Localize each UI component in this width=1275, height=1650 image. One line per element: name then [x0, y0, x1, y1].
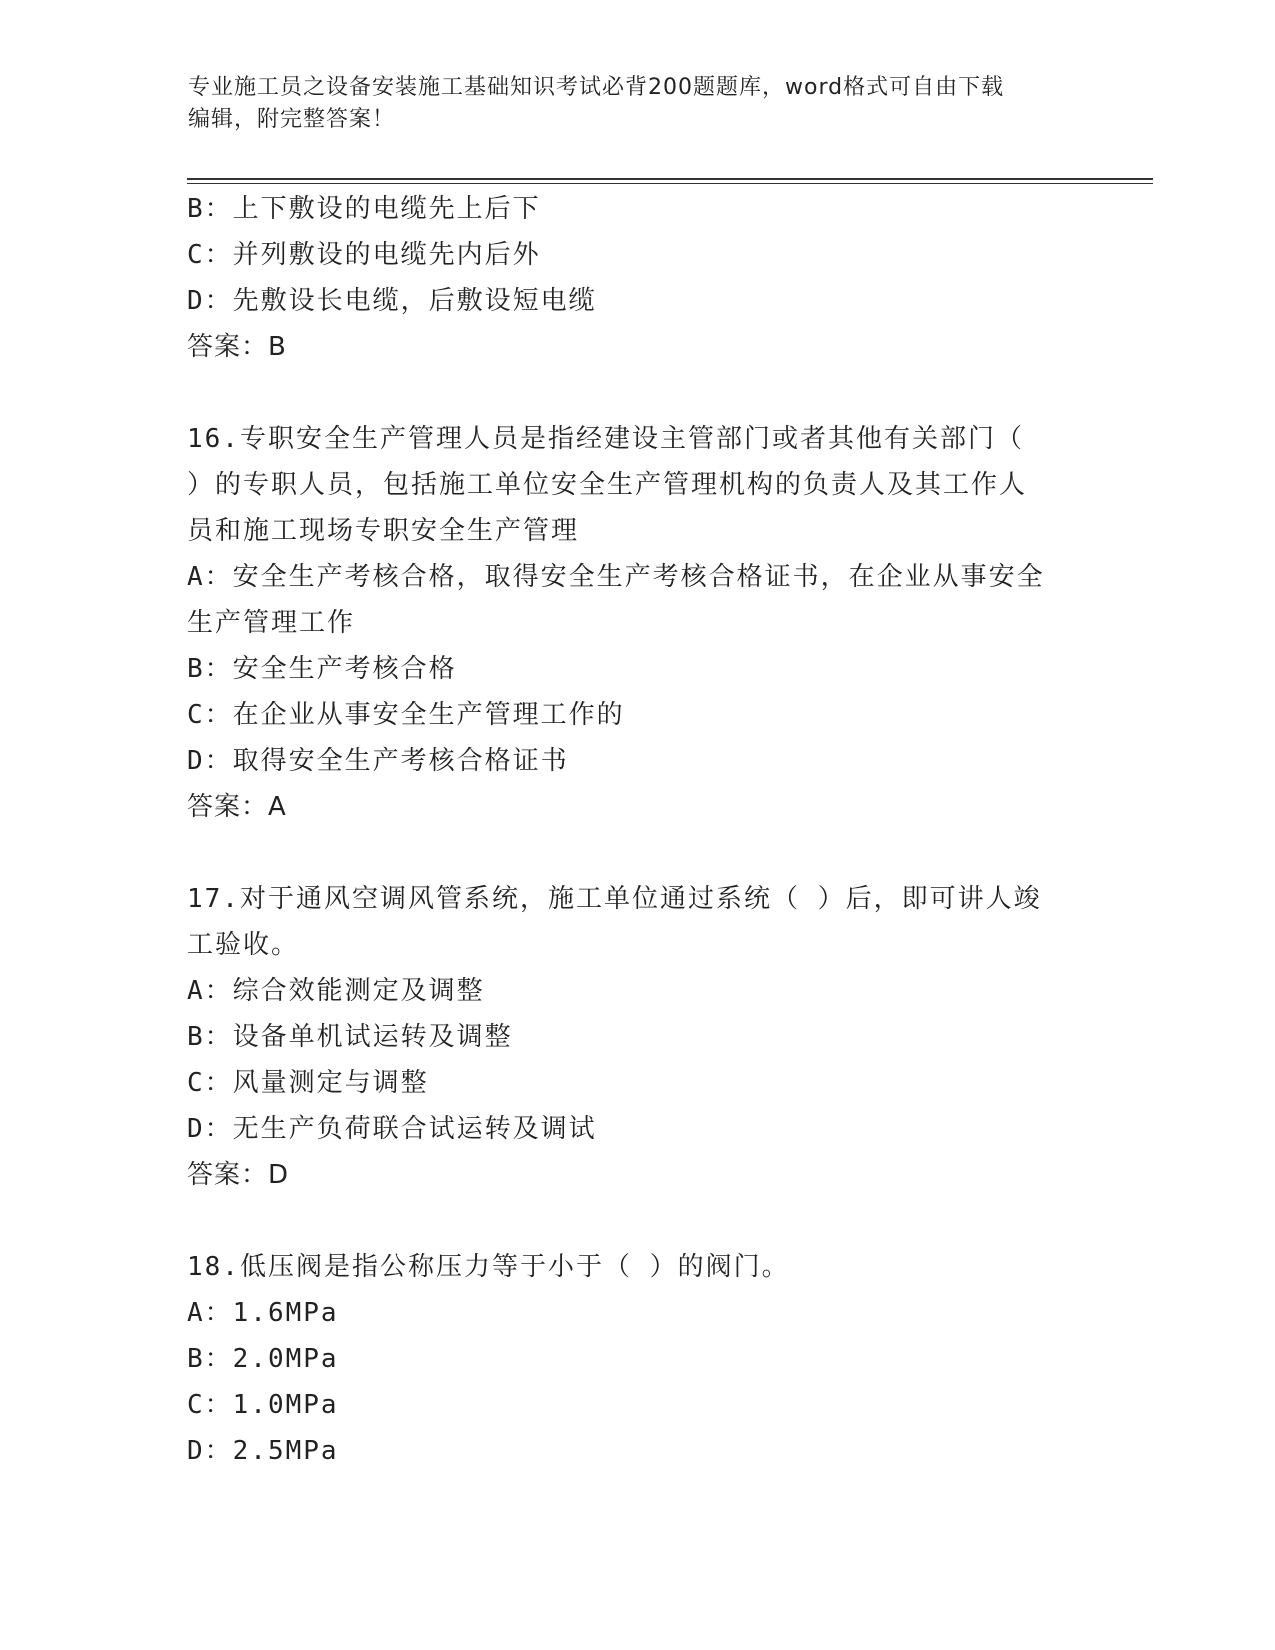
question-text: 16.专职安全生产管理人员是指经建设主管部门或者其他有关部门（: [187, 424, 1024, 454]
question-text: 员和施工现场专职安全生产管理: [187, 516, 580, 546]
option-a: A：安全生产考核合格，取得安全生产考核合格证书，在企业从事安全: [187, 562, 1045, 592]
header-divider: [187, 178, 1153, 180]
option-a: A：1.6MPa: [187, 1298, 339, 1328]
block-spacer: [187, 1198, 1087, 1244]
option-d: D：2.5MPa: [187, 1436, 339, 1466]
option-b: B：设备单机试运转及调整: [187, 1022, 513, 1052]
question-block: [187, 876, 1087, 1198]
question-block: [187, 186, 1087, 370]
question-block: [187, 1244, 1087, 1474]
option-d: D：无生产负荷联合试运转及调试: [187, 1114, 597, 1144]
option-c: C：并列敷设的电缆先内后外: [187, 240, 541, 270]
answer-line: 答案：A: [187, 792, 287, 822]
answer-line: 答案：D: [187, 1160, 290, 1190]
option-b: B：上下敷设的电缆先上后下: [187, 194, 541, 224]
option-d: D：取得安全生产考核合格证书: [187, 746, 569, 776]
option-a-continued: 生产管理工作: [187, 608, 356, 638]
header-line-1: 专业施工员之设备安装施工基础知识考试必背200题题库，word格式可自由下载: [188, 75, 1005, 100]
header-divider-thin: [187, 183, 1153, 184]
option-d: D：先敷设长电缆，后敷设短电缆: [187, 286, 597, 316]
option-c: C：在企业从事安全生产管理工作的: [187, 700, 625, 730]
header-line-2: 编辑，附完整答案！: [188, 107, 396, 132]
question-text: 17.对于通风空调风管系统，施工单位通过系统（ ）后，即可讲人竣: [187, 884, 1042, 914]
question-text: ）的专职人员，包括施工单位安全生产管理机构的负责人及其工作人: [187, 470, 1028, 500]
question-block: [187, 416, 1087, 830]
question-list: [187, 186, 1087, 1474]
answer-line: 答案：B: [187, 332, 287, 362]
option-b: B：2.0MPa: [187, 1344, 339, 1374]
block-spacer: [187, 370, 1087, 416]
option-c: C：风量测定与调整: [187, 1068, 429, 1098]
question-text: 工验收。: [187, 930, 300, 960]
question-text: 18.低压阀是指公称压力等于小于（ ）的阀门。: [187, 1252, 790, 1282]
block-spacer: [187, 830, 1087, 876]
option-c: C：1.0MPa: [187, 1390, 339, 1420]
option-a: A：综合效能测定及调整: [187, 976, 485, 1006]
option-b: B：安全生产考核合格: [187, 654, 457, 684]
document-header: [188, 72, 1068, 136]
